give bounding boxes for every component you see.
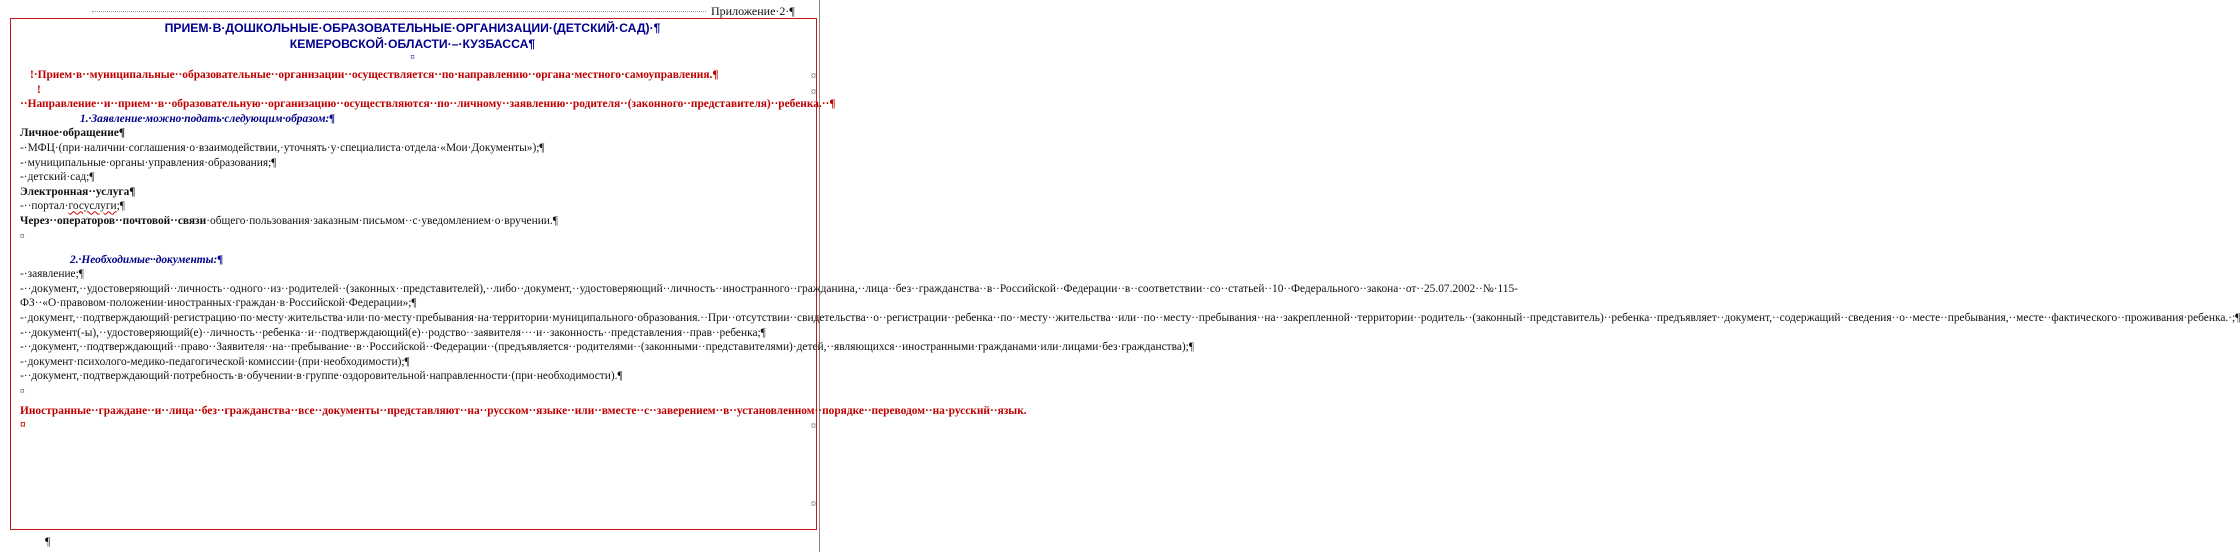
title-line-2: КЕМЕРОВСКОЙ·ОБЛАСТИ·–·КУЗБАССА¶ bbox=[289, 36, 536, 51]
list-item: -··документ,··удостоверяющий··личность··одного··из··родителей··(законных··представителей),··либо··документ,··удостоверяющий··личность··иностранного··гражданина,··лица··без··гражданства··в··Российской··Федерации··в··соответствии··со··статьей··10··Федерального··закона··от··25.07.2002··№·115-ФЗ··«О·правовом·положении·иностранных·граждан·в·Российской·Федерации»;¶ bbox=[20, 282, 1518, 310]
portal-link[interactable]: госуслуги bbox=[68, 200, 117, 213]
list-item-mail bbox=[20, 214, 805, 229]
title-line-1: ПРИЕМ·В·ДОШКОЛЬНЫЕ·ОБРАЗОВАТЕЛЬНЫЕ·ОРГАНИЗАЦИИ·(ДЕТСКИЙ·САД)·¶ bbox=[164, 21, 661, 35]
row-end-mark: ¤ bbox=[811, 71, 816, 82]
notes-block bbox=[20, 68, 836, 112]
list-item: -··документ(-ы),··удостоверяющий(е)··личность··ребенка··и··подтверждающий(е)··родство··заявителя····и··законность··представления··прав··ребенка;¶ bbox=[20, 326, 766, 339]
title-cell-mark: ¤ bbox=[410, 52, 415, 62]
list-item: -··документ,··подтверждающий··право··Заявителя··на··пребывание··в··Российской··Федерации··(предъявляется··родителями··(законными··представителями)·детей,··являющихся··иностранными·гражданами·или·лицами·без·гражданства);¶ bbox=[20, 341, 1195, 354]
note-referral: !·Прием·в··муниципальные··образовательные··организации··осуществляется··по·направлению··органа·местного·самоуправления.¶ bbox=[30, 69, 719, 81]
page-title bbox=[20, 21, 805, 52]
list-item: -·МФЦ·(при·наличии·соглашения·о·взаимодействии,·уточнять·у·специалиста·отдела·«Мои·Документы»);¶ bbox=[20, 141, 545, 154]
page-edge-line bbox=[819, 0, 820, 552]
header-dotted-line bbox=[92, 11, 706, 12]
section-heading-submit: 1.·Заявление·можно·подать·следующим·образом:¶ bbox=[80, 112, 336, 125]
note-application: !··Направление··и··прием··в··образовательную··организацию··осуществляются··по··личному··заявлению··родителя··(законного··представителя)··ребенка.··¶ bbox=[20, 83, 836, 111]
paragraph-mark: ¶ bbox=[45, 534, 51, 548]
appendix-label: Приложение·2·¶ bbox=[711, 4, 795, 18]
row-end-mark: ¤ bbox=[811, 499, 816, 510]
foreign-citizens-note: Иностранные··граждане··и··лица··без··гражданства··все··документы··представляют··на··русском··языке··или··вместе··с··заверением··в··установленном··порядке··переводом··на·русский··язык.¤ bbox=[20, 404, 1027, 432]
mail-label: Через··операторов··почтовой··связи bbox=[20, 214, 207, 227]
list-item: -··документ,·подтверждающий·потребность·в·обучении·в·группе·оздоровительной·направленности·(при·необходимости).¶ bbox=[20, 370, 623, 383]
row-end-mark: ¤ bbox=[811, 421, 816, 432]
list-item: -·детский·сад;¶ bbox=[20, 171, 95, 184]
mail-text: ·общего·пользования·заказным·письмом··с·уведомлением·о·вручении.¶ bbox=[206, 214, 558, 227]
personal-visit-label: Личное·обращение¶ bbox=[20, 127, 126, 140]
cell-end-mark: ¤ bbox=[20, 230, 25, 241]
cell-end-mark: ¤ bbox=[20, 385, 25, 396]
portal-prefix: -··портал· bbox=[20, 200, 69, 213]
list-item-portal bbox=[20, 199, 805, 214]
row-end-mark: ¤ bbox=[811, 87, 816, 98]
list-item: -·документ·психолого-медико-педагогической·комиссии·(при·необходимости);¶ bbox=[20, 355, 410, 368]
list-item: -·муниципальные·органы·управления·образования;¶ bbox=[20, 156, 277, 169]
list-item: -·документ,··подтверждающий·регистрацию·по·месту·жительства·или·по·месту·пребывания·на·территории·муниципального·образования.··При··отсутствии··свидетельства··о··регистрации··ребенка··по··месту··жительства··или··по··месту··пребывания··на··закрепленной··территории··родитель··(законный··представитель)··ребенка··предъявляет··документ,··содержащий··сведения··о··месте··пребывания,··месте··фактического··проживания·ребенка.·;¶ bbox=[20, 311, 2240, 324]
list-item: -·заявление;¶ bbox=[20, 268, 84, 281]
electronic-service-label: Электронная··услуга¶ bbox=[20, 185, 136, 198]
portal-suffix: ;¶ bbox=[116, 200, 125, 213]
section-heading-documents: 2.·Необходимые··документы:¶ bbox=[70, 253, 224, 266]
document-body[interactable] bbox=[20, 21, 2240, 433]
